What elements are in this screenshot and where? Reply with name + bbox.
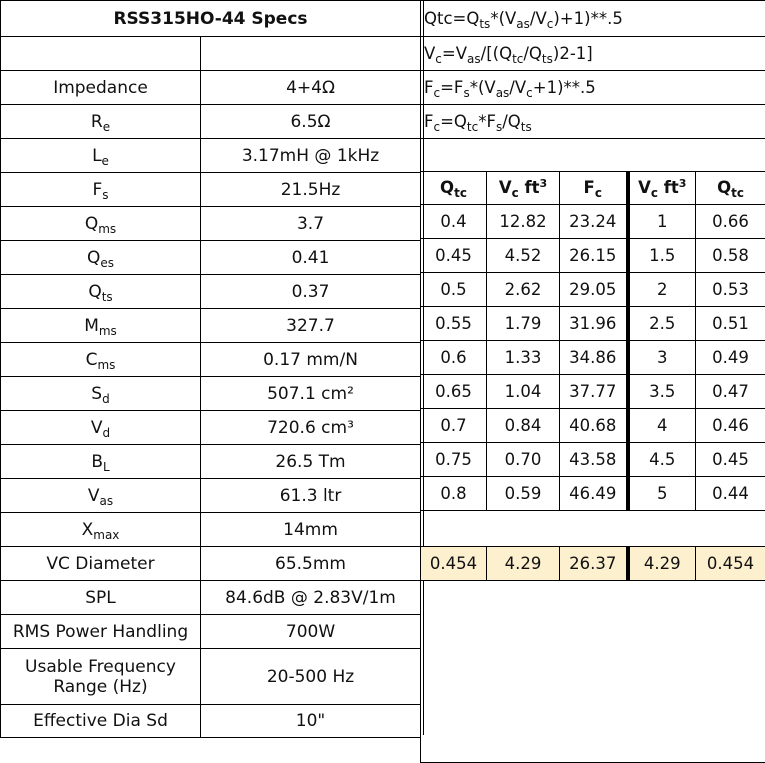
spec-label [1,411,201,445]
calc-cell: 2.5 [628,307,696,341]
calc-cell: 43.58 [560,443,628,477]
calc-cell: 3 [628,341,696,375]
spec-label-text: L [92,146,101,166]
spec-value [201,37,421,71]
calc-cell: 29.05 [560,273,628,307]
spec-label [1,207,201,241]
spec-label [1,71,201,105]
spec-value: 6.5Ω [201,105,421,139]
calc-cell: 0.47 [696,375,765,409]
spec-row [1,411,421,445]
spec-label [1,309,201,343]
calc-cell: 37.77 [560,375,628,409]
spec-label-subscript: ts [102,290,113,304]
spec-label [1,139,201,173]
calc-cell: 4.5 [628,443,696,477]
calc-cell: 0.65 [421,375,487,409]
spec-label-subscript: d [103,426,111,440]
spec-label-text: V [88,486,100,506]
spec-label-text: Effective Dia Sd [33,711,168,731]
calc-cell: 0.5 [421,273,487,307]
spec-value: 700W [201,615,421,649]
spec-label-subscript: e [102,154,109,168]
spec-label-subscript: ms [99,324,117,338]
calc-cell: 0.46 [696,409,765,443]
calc-row [421,375,765,409]
calc-row [421,443,765,477]
spec-label-subscript: as [100,494,114,508]
calc-cell: 0.49 [696,341,765,375]
spec-label [1,615,201,649]
spec-value: 65.5mm [201,547,421,581]
spec-label-subscript: ms [97,358,115,372]
calc-row [421,239,765,273]
calc-cell: 2 [628,273,696,307]
header-qtc-2: $Q_{tc}$ [696,172,765,205]
spec-label-text: SPL [85,588,116,608]
calc-cell: 4.52 [487,239,560,273]
spec-row [1,275,421,309]
spec-row [1,105,421,139]
blank-row [421,139,765,172]
spec-row [1,309,421,343]
calc-row [421,409,765,443]
spec-label [1,547,201,581]
calc-cell: 26.15 [560,239,628,273]
spec-label-text: Q [87,248,100,268]
spec-label-text: X [82,520,94,540]
formula-fc-1: $F_c=F_s*(V_{as}/V_c+1)**.5$ [421,71,765,105]
spec-row [1,71,421,105]
spec-row [1,479,421,513]
highlight-qtc-2: 0.454 [696,547,765,581]
spec-label [1,513,201,547]
spec-label-text: Impedance [53,78,148,98]
highlight-fc: 26.37 [560,547,628,581]
spec-row [1,343,421,377]
calc-table [420,0,765,763]
spec-label [1,581,201,615]
calc-cell: 0.59 [487,477,560,511]
spec-row [1,445,421,479]
spec-label-subscript: d [102,392,110,406]
calc-header-row [421,172,765,205]
calc-row [421,307,765,341]
spec-value: 61.3 ltr [201,479,421,513]
spec-label [1,275,201,309]
calc-cell: 0.75 [421,443,487,477]
spec-value: 84.6dB @ 2.83V/1m [201,581,421,615]
spec-row [1,581,421,615]
spec-label [1,479,201,513]
spec-label-subscript: L [103,460,110,474]
spec-label-subscript: ms [98,222,116,236]
spec-value: 3.17mH @ 1kHz [201,139,421,173]
spec-row [1,173,421,207]
spec-label-subscript: e [103,120,110,134]
spec-label [1,241,201,275]
blank-row-2 [421,511,765,547]
spec-label-text: VC Diameter [46,554,154,574]
spec-value: 3.7 [201,207,421,241]
calc-cell: 0.53 [696,273,765,307]
calc-cell: 0.84 [487,409,560,443]
calc-cell: 0.44 [696,477,765,511]
spec-label-text: S [91,384,102,404]
spec-label-subscript: max [93,528,119,542]
formula-vc: $V_c=V_{as}/[(Q_{tc}/Q_{ts})2-1]$ [421,37,765,71]
calc-cell: 31.96 [560,307,628,341]
calc-cell: 12.82 [487,205,560,239]
spec-label-text: RMS Power Handling [13,622,188,642]
calc-row [421,205,765,239]
calc-cell: 1.79 [487,307,560,341]
calc-cell: 0.4 [421,205,487,239]
spec-label [1,37,201,71]
spec-label [1,649,201,705]
spec-row [1,37,421,71]
calc-cell: 40.68 [560,409,628,443]
calc-cell: 1 [628,205,696,239]
spec-label [1,343,201,377]
calc-cell: 4 [628,409,696,443]
calc-cell: 46.49 [560,477,628,511]
calc-cell: 0.55 [421,307,487,341]
spec-row [1,139,421,173]
spec-row [1,649,421,705]
calc-cell: 1.5 [628,239,696,273]
spec-row [1,705,421,738]
spec-label-text: B [91,452,103,472]
spec-label-text: C [86,350,98,370]
highlight-vc-2: 4.29 [628,547,696,581]
spec-label-text: M [84,316,99,336]
spec-row [1,547,421,581]
calc-cell: 0.6 [421,341,487,375]
calc-cell: 0.70 [487,443,560,477]
calc-cell: 0.58 [696,239,765,273]
header-vc-2: $V_c$ $ft^3$ [628,172,696,205]
spec-label-text: Q [85,214,98,234]
header-qtc: $Q_{tc}$ [421,172,487,205]
spec-value: 20-500 Hz [201,649,421,705]
spec-row [1,513,421,547]
formula-qtc: $Qtc=Q_{ts}*(V_{as}/V_c)+1)**.5$ [421,1,765,37]
spec-row [1,377,421,411]
calc-cell: 0.45 [696,443,765,477]
calc-cell: 0.51 [696,307,765,341]
calc-cell: 23.24 [560,205,628,239]
spec-label [1,445,201,479]
blank-area [421,581,765,763]
spec-label-text: Usable Frequency Range (Hz) [25,657,176,697]
formula-fc-2: $F_c=Q_{tc}*F_s/Q_{ts}$ [421,105,765,139]
calc-row [421,477,765,511]
spec-value: 0.37 [201,275,421,309]
calc-cell: 2.62 [487,273,560,307]
spec-label [1,105,201,139]
calc-cell: 1.33 [487,341,560,375]
spec-label [1,705,201,738]
spec-label [1,173,201,207]
spec-row [1,615,421,649]
spec-label [1,377,201,411]
calc-cell: 5 [628,477,696,511]
spec-value: 14mm [201,513,421,547]
specs-title: RSS315HO-44 Specs [1,1,421,37]
highlight-row [421,547,765,581]
spec-value: 507.1 cm² [201,377,421,411]
spec-value: 720.6 cm³ [201,411,421,445]
spec-row [1,241,421,275]
spec-label-text: F [92,180,102,200]
spec-value: 0.17 mm/N [201,343,421,377]
calc-cell: 0.45 [421,239,487,273]
spec-value: 4+4Ω [201,71,421,105]
spec-value: 0.41 [201,241,421,275]
highlight-qtc: 0.454 [421,547,487,581]
spec-value: 10" [201,705,421,738]
highlight-vc: 4.29 [487,547,560,581]
calc-cell: 0.66 [696,205,765,239]
calc-cell: 1.04 [487,375,560,409]
calc-cell: 0.8 [421,477,487,511]
spec-value: 21.5Hz [201,173,421,207]
spec-label-text: R [91,112,103,132]
calc-cell: 34.86 [560,341,628,375]
calc-cell: 3.5 [628,375,696,409]
spec-label-text: V [91,418,103,438]
spec-label-subscript: s [102,188,108,202]
header-vc: $V_c$ $ft^3$ [487,172,560,205]
calc-row [421,273,765,307]
spec-value: 26.5 Tm [201,445,421,479]
spec-label-text: Q [88,282,101,302]
spec-value: 327.7 [201,309,421,343]
calc-row [421,341,765,375]
spec-label-subscript: es [100,256,114,270]
spec-row [1,207,421,241]
calc-cell: 0.7 [421,409,487,443]
header-fc: $F_c$ [560,172,628,205]
